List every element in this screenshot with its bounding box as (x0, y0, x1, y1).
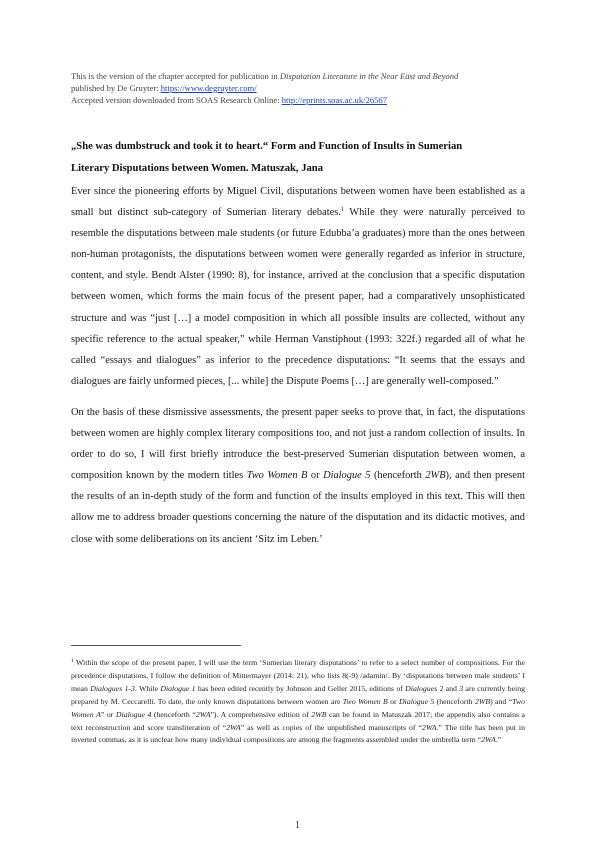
page-number: 1 (295, 820, 300, 831)
notice-line-2: published by De Gruyter: https://www.degruyter.com/ (71, 83, 257, 93)
chapter-title-line-2: Literary Disputations between Women. Matuszak, Jana (71, 163, 323, 174)
publication-notice (71, 70, 531, 106)
chapter-title (71, 136, 531, 180)
notice-line-3: Accepted version downloaded from SOAS Research Online: http://eprints.soas.ac.uk/26567 (71, 95, 388, 105)
notice-line-1: This is the version of the chapter accepted for publication in Disputation Literature in the Near East and Beyond (71, 71, 459, 81)
footnote-number: 1 (71, 658, 74, 664)
chapter-title-line-1: „She was dumbstruck and took it to heart.“ Form and Function of Insults in Sumerian (71, 141, 463, 152)
footnote-1: $^1$ Within the scope of the present paper, I will use the term ‘Sumerian literary disputations’ to refer to a select number of compositions. For the precedence disputations, I follow the definition of Mittermayer (2014: 21), who lists 8(-9) /adamin/. By ‘disputations between male students’ I mean Dialogues 1-3. While Dialogue 1 has been edited recently by Johnson and Geller 2015, editions of Dialogues 2 and 3 are currently being prepared by M. Ceccarelli. To date, the only known disputations between women are Two Women B or Dialogue 5 (henceforth 2WB) and “Two Women A” or Dialogue 4 (henceforth “2WA”). A comprehensive edition of 2WB can be found in Matuszak 2017; the appendix also contains a text reconstruction and score transliteration of “2WA” as well as copies of the unpublished manuscripts of “2WA.” The title has been put in inverted commas, as it is unclear how many individual compositions are among the fragments assembled under the umbrella term “2WA.” (71, 658, 526, 745)
book-title: Disputation Literature in the Near East and Beyond (279, 71, 459, 81)
publisher-link[interactable]: https://www.degruyter.com/ (160, 83, 257, 93)
repository-link[interactable]: http://eprints.soas.ac.uk/26567 (281, 95, 388, 105)
footnote-ref[interactable]: 1 (340, 206, 345, 214)
body-text (71, 181, 525, 550)
paragraph-1: Ever since the pioneering efforts by Miguel Civil, disputations between women have been established as a small but distinct sub-category of Sumerian literary debates.$^1$ While they were naturally perceived to resemble the disputations between male students (or future Edubba’a graduates) more than the ones between non-human protagonists, the disputations between women were generally regarded as inferior in structure, content, and style. Bendt Alster (1990: 8), for instance, arrived at the conclusion that a specific disputation between women, which forms the main focus of the present paper, had a comparatively unsophisticated structure and was “just […] a model composition in which all possible insults are collected, without any specific reference to the actual speaker,” while Herman Vanstiphout (1993: 322f.) regarded all of what he called “essays and dialogues” as inferior to the precedence disputations: “It seems that the essays and dialogues are fairly unformed pieces, [... while] the Dispute Poems […] are generally well-composed.” (71, 186, 525, 387)
paragraph-2: On the basis of these dismissive assessments, the present paper seeks to prove that, in fact, the disputations between women are highly complex literary compositions too, and not just a random collection of insults. In order to do so, I will first briefly introduce the best-preserved Sumerian disputation between women, a composition known by the modern titles Two Women B or Dialogue 5 (henceforth 2WB), and then present the results of an in-depth study of the form and function of the insults employed in this text. This will then allow me to address broader questions concerning the nature of the disputation and its didactic motives, and close with some deliberations on its ancient ‘Sitz im Leben.’ (71, 406, 526, 545)
footnote-divider (71, 645, 241, 646)
